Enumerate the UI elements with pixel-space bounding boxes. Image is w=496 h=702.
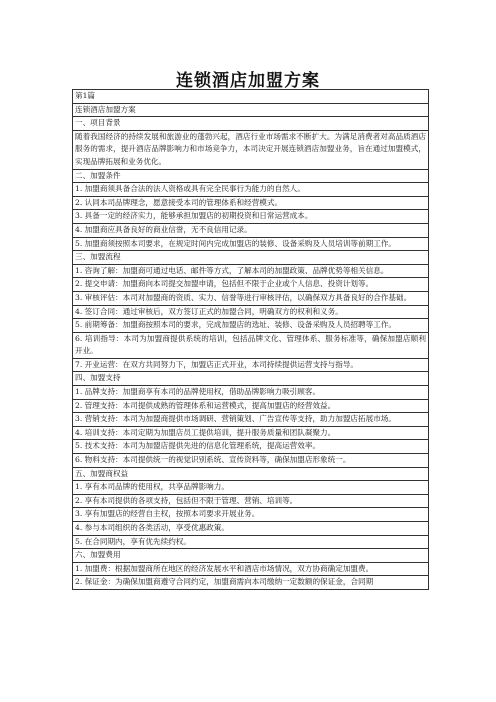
content-row: 1. 加盟商须具备合法的法人资格或具有完全民事行为能力的自然人。 — [72, 183, 429, 197]
content-row: 3. 享有加盟店的经营自主权，按照本司要求开展业务。 — [72, 508, 429, 522]
content-row: 1. 咨询了解：加盟商可通过电话、邮件等方式，了解本司的加盟政策、品牌优势等相关信息。 — [72, 265, 429, 279]
content-row: 6. 培训指导：本司为加盟商提供系统的培训，包括品牌文化、管理体系、服务标准等，确保加盟店顺利开业。 — [72, 333, 429, 359]
content-row: 1. 品牌支持：加盟商享有本司的品牌使用权，借助品牌影响力吸引顾客。 — [72, 386, 429, 400]
content-row: 连锁酒店加盟方案 — [72, 104, 429, 118]
content-row: 4. 签订合同：通过审核后，双方签订正式的加盟合同，明确双方的权利和义务。 — [72, 306, 429, 320]
content-row: 2. 管理支持：本司提供成熟的管理体系和运营模式，提高加盟店的经营效益。 — [72, 400, 429, 414]
content-table — [72, 89, 429, 590]
content-row: 3. 审核评估：本司对加盟商的资质、实力、信誉等进行审核评估，以确保双方具备良好的合作基础。 — [72, 292, 429, 306]
content-row: 六、加盟费用 — [72, 549, 429, 563]
content-row: 4. 加盟商应具备良好的商业信誉，无不良信用记录。 — [72, 224, 429, 238]
content-row: 1. 享有本司品牌的使用权，共享品牌影响力。 — [72, 481, 429, 495]
content-row: 第1篇 — [72, 90, 429, 104]
content-row: 2. 保证金：为确保加盟商遵守合同约定，加盟商需向本司缴纳一定数额的保证金，合同期 — [72, 576, 429, 590]
content-row: 二、加盟条件 — [72, 170, 429, 184]
content-row: 6. 物料支持：本司提供统一的视觉识别系统、宣传资料等，确保加盟店形象统一。 — [72, 454, 429, 468]
content-row: 1. 加盟费：根据加盟商所在地区的经济发展水平和酒店市场情况，双方协商确定加盟费。 — [72, 563, 429, 577]
content-row: 5. 在合同期内，享有优先续约权。 — [72, 536, 429, 550]
content-row: 7. 开业运营：在双方共同努力下，加盟店正式开业，本司持续提供运营支持与指导。 — [72, 359, 429, 373]
content-row: 2. 享有本司提供的各项支持，包括但不限于管理、营销、培训等。 — [72, 495, 429, 509]
content-row: 一、项目背景 — [72, 117, 429, 131]
content-row: 2. 提交申请：加盟商向本司提交加盟申请，包括但不限于企业或个人信息、投资计划等。 — [72, 278, 429, 292]
document-title: 连锁酒店加盟方案 — [176, 71, 320, 91]
content-row: 4. 参与本司组织的各类活动，享受优惠政策。 — [72, 522, 429, 536]
content-row: 4. 培训支持：本司定期为加盟店员工提供培训，提升服务质量和团队凝聚力。 — [72, 427, 429, 441]
content-row: 5. 技术支持：本司为加盟店提供先进的信息化管理系统，提高运营效率。 — [72, 440, 429, 454]
content-row: 3. 营销支持：本司为加盟商提供市场调研、营销策划、广告宣传等支持，助力加盟店拓展市场。 — [72, 413, 429, 427]
content-row: 随着我国经济的持续发展和旅游业的蓬勃兴起，酒店行业市场需求不断扩大。为满足消费者对高品质酒店服务的需求，提升酒店品牌影响力和市场竞争力，本司决定开展连锁酒店加盟业务，旨在通过加盟模式，实现品牌拓展和业务优化。 — [72, 131, 429, 170]
content-row: 四、加盟支持 — [72, 372, 429, 386]
content-row: 五、加盟商权益 — [72, 468, 429, 482]
content-row: 三、加盟流程 — [72, 251, 429, 265]
content-row: 5. 加盟商须按照本司要求，在规定时间内完成加盟店的装修、设备采购及人员培训等前期工作。 — [72, 238, 429, 252]
content-row: 5. 前期筹备：加盟商按照本司的要求，完成加盟店的选址、装修、设备采购及人员招聘等工作。 — [72, 319, 429, 333]
content-row: 3. 具备一定的经济实力，能够承担加盟店的初期投资和日常运营成本。 — [72, 210, 429, 224]
content-row: 2. 认同本司品牌理念，愿意接受本司的管理体系和经营模式。 — [72, 197, 429, 211]
